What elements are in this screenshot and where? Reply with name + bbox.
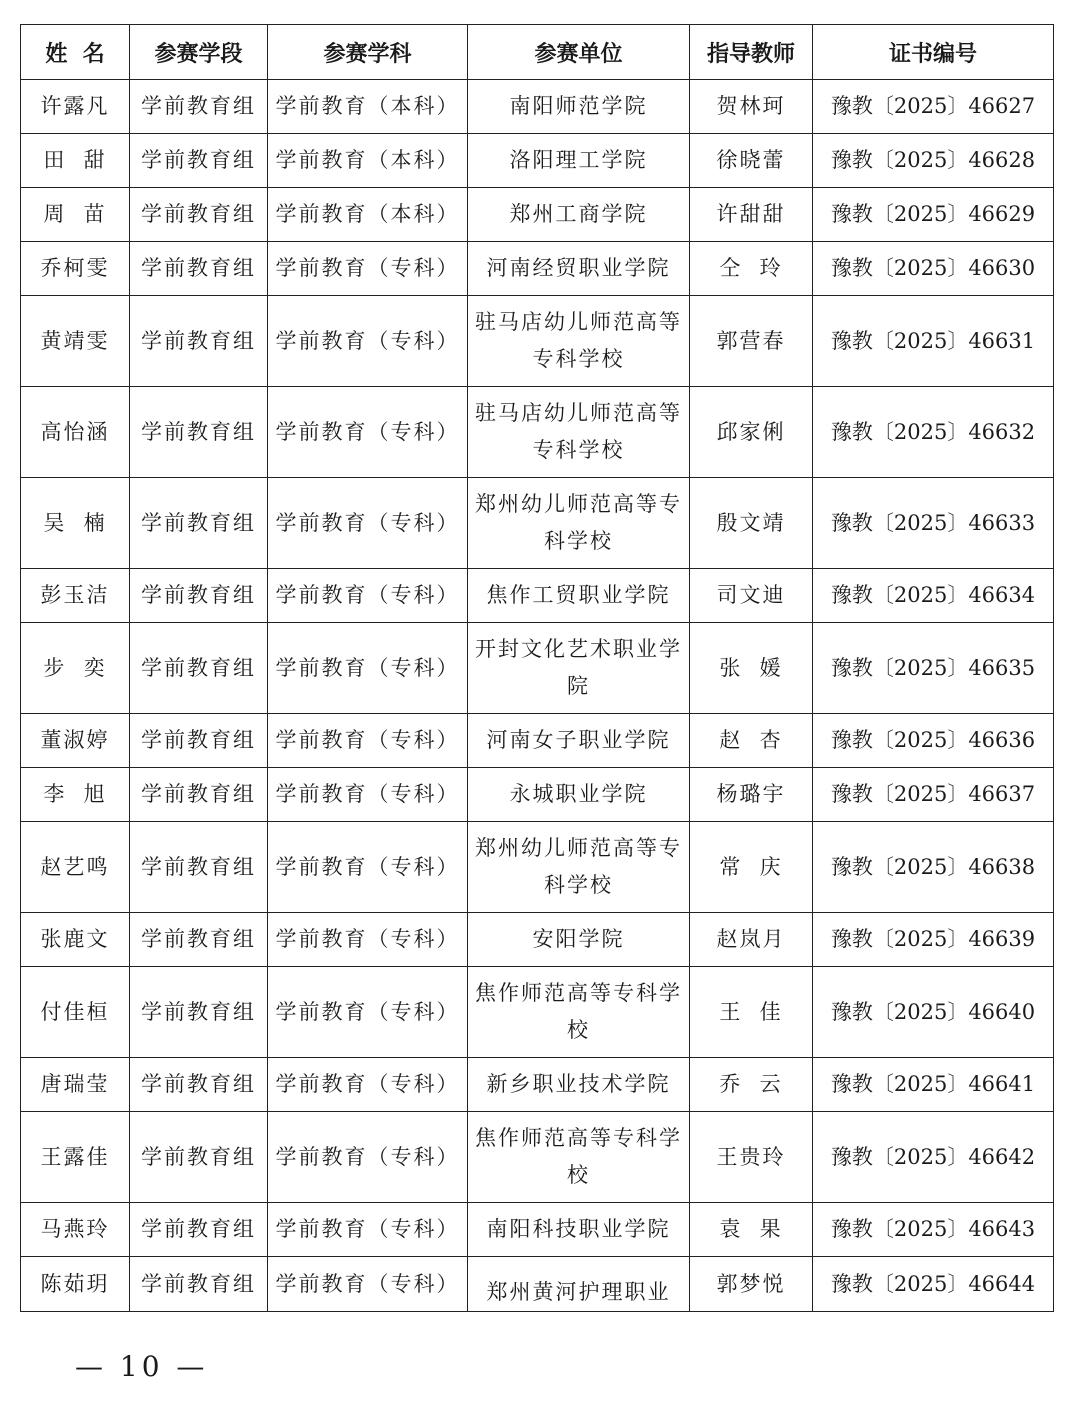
- cell-name: 马燕玲: [21, 1203, 130, 1257]
- cell-subject: 学前教育（本科）: [268, 188, 468, 242]
- cell-teacher: 王 佳: [690, 967, 813, 1058]
- cell-cert-no: 豫教〔2025〕46642: [813, 1112, 1054, 1203]
- table-row: [21, 296, 1054, 387]
- table-row: [21, 80, 1054, 134]
- cell-subject: 学前教育（专科）: [268, 822, 468, 913]
- cell-unit: 驻马店幼儿师范高等专科学校: [468, 387, 690, 478]
- cell-teacher: 赵岚月: [690, 913, 813, 967]
- cell-cert-no: 豫教〔2025〕46631: [813, 296, 1054, 387]
- cell-cert-no: 豫教〔2025〕46644: [813, 1257, 1054, 1312]
- cell-teacher: 邱家俐: [690, 387, 813, 478]
- cell-unit: 新乡职业技术学院: [468, 1058, 690, 1112]
- cell-name: 赵艺鸣: [21, 822, 130, 913]
- cell-teacher: 王贵玲: [690, 1112, 813, 1203]
- cell-name: 许露凡: [21, 80, 130, 134]
- cell-subject: 学前教育（专科）: [268, 1058, 468, 1112]
- cell-cert-no: 豫教〔2025〕46636: [813, 714, 1054, 768]
- cell-teacher: 贺林珂: [690, 80, 813, 134]
- table-row: [21, 967, 1054, 1058]
- cell-stage: 学前教育组: [130, 768, 268, 822]
- table-header-row: [21, 25, 1054, 80]
- cell-subject: 学前教育（专科）: [268, 569, 468, 623]
- cell-unit: 洛阳理工学院: [468, 134, 690, 188]
- cell-stage: 学前教育组: [130, 80, 268, 134]
- table-row: [21, 387, 1054, 478]
- cell-cert-no: 豫教〔2025〕46633: [813, 478, 1054, 569]
- cell-subject: 学前教育（专科）: [268, 714, 468, 768]
- cell-cert-no: 豫教〔2025〕46641: [813, 1058, 1054, 1112]
- cell-subject: 学前教育（专科）: [268, 296, 468, 387]
- cell-stage: 学前教育组: [130, 1112, 268, 1203]
- cell-cert-no: 豫教〔2025〕46628: [813, 134, 1054, 188]
- cell-unit: 郑州黄河护理职业: [468, 1257, 690, 1312]
- cell-cert-no: 豫教〔2025〕46632: [813, 387, 1054, 478]
- cell-name: 陈茹玥: [21, 1257, 130, 1312]
- cell-teacher: 许甜甜: [690, 188, 813, 242]
- cell-teacher: 乔 云: [690, 1058, 813, 1112]
- cell-name: 乔柯雯: [21, 242, 130, 296]
- cell-cert-no: 豫教〔2025〕46643: [813, 1203, 1054, 1257]
- cell-stage: 学前教育组: [130, 134, 268, 188]
- cell-cert-no: 豫教〔2025〕46635: [813, 623, 1054, 714]
- cell-name: 田 甜: [21, 134, 130, 188]
- cell-unit: 南阳科技职业学院: [468, 1203, 690, 1257]
- table-row: [21, 1058, 1054, 1112]
- cell-subject: 学前教育（专科）: [268, 242, 468, 296]
- cell-name: 张鹿文: [21, 913, 130, 967]
- cell-teacher: 郭梦悦: [690, 1257, 813, 1312]
- table-row: [21, 1257, 1054, 1312]
- cell-subject: 学前教育（专科）: [268, 623, 468, 714]
- cell-unit: 永城职业学院: [468, 768, 690, 822]
- cell-stage: 学前教育组: [130, 569, 268, 623]
- cell-unit: 焦作师范高等专科学校: [468, 967, 690, 1058]
- cell-stage: 学前教育组: [130, 242, 268, 296]
- cell-stage: 学前教育组: [130, 188, 268, 242]
- cell-name: 周 苗: [21, 188, 130, 242]
- cell-unit: 郑州幼儿师范高等专科学校: [468, 822, 690, 913]
- cell-name: 董淑婷: [21, 714, 130, 768]
- cell-stage: 学前教育组: [130, 478, 268, 569]
- cell-teacher: 张 媛: [690, 623, 813, 714]
- cell-cert-no: 豫教〔2025〕46639: [813, 913, 1054, 967]
- cell-teacher: 常 庆: [690, 822, 813, 913]
- cell-cert-no: 豫教〔2025〕46637: [813, 768, 1054, 822]
- table-row: [21, 1112, 1054, 1203]
- table-row: [21, 1203, 1054, 1257]
- header-subject: 参赛学科: [268, 25, 468, 80]
- cell-subject: 学前教育（专科）: [268, 913, 468, 967]
- cell-teacher: 殷文靖: [690, 478, 813, 569]
- table-row: [21, 188, 1054, 242]
- header-stage: 参赛学段: [130, 25, 268, 80]
- cell-stage: 学前教育组: [130, 913, 268, 967]
- cell-unit: 安阳学院: [468, 913, 690, 967]
- cell-name: 黄靖雯: [21, 296, 130, 387]
- cell-name: 王露佳: [21, 1112, 130, 1203]
- table-row: [21, 822, 1054, 913]
- cell-teacher: 袁 果: [690, 1203, 813, 1257]
- table-row: [21, 768, 1054, 822]
- cell-name: 彭玉洁: [21, 569, 130, 623]
- header-teacher: 指导教师: [690, 25, 813, 80]
- cell-name: 唐瑞莹: [21, 1058, 130, 1112]
- table-row: [21, 134, 1054, 188]
- cell-unit: 河南经贸职业学院: [468, 242, 690, 296]
- cell-teacher: 杨璐宇: [690, 768, 813, 822]
- cell-name: 步 奕: [21, 623, 130, 714]
- table-row: [21, 478, 1054, 569]
- cell-cert-no: 豫教〔2025〕46638: [813, 822, 1054, 913]
- cell-subject: 学前教育（专科）: [268, 478, 468, 569]
- table-row: [21, 913, 1054, 967]
- header-unit: 参赛单位: [468, 25, 690, 80]
- cell-cert-no: 豫教〔2025〕46630: [813, 242, 1054, 296]
- cell-teacher: 徐晓蕾: [690, 134, 813, 188]
- cell-teacher: 司文迪: [690, 569, 813, 623]
- cell-cert-no: 豫教〔2025〕46629: [813, 188, 1054, 242]
- cell-unit: 河南女子职业学院: [468, 714, 690, 768]
- table-row: [21, 569, 1054, 623]
- table-row: [21, 242, 1054, 296]
- cell-subject: 学前教育（本科）: [268, 80, 468, 134]
- cell-subject: 学前教育（专科）: [268, 1112, 468, 1203]
- page-number: — 10 —: [75, 1350, 209, 1383]
- cell-subject: 学前教育（专科）: [268, 387, 468, 478]
- cell-unit: 郑州幼儿师范高等专科学校: [468, 478, 690, 569]
- cell-stage: 学前教育组: [130, 387, 268, 478]
- cell-cert-no: 豫教〔2025〕46640: [813, 967, 1054, 1058]
- cell-stage: 学前教育组: [130, 623, 268, 714]
- cell-stage: 学前教育组: [130, 714, 268, 768]
- cell-unit: 郑州工商学院: [468, 188, 690, 242]
- cell-unit: 焦作师范高等专科学校: [468, 1112, 690, 1203]
- cell-stage: 学前教育组: [130, 822, 268, 913]
- cell-stage: 学前教育组: [130, 967, 268, 1058]
- table-row: [21, 623, 1054, 714]
- cell-teacher: 赵 杏: [690, 714, 813, 768]
- cell-unit: 开封文化艺术职业学院: [468, 623, 690, 714]
- cell-subject: 学前教育（本科）: [268, 134, 468, 188]
- cell-stage: 学前教育组: [130, 1203, 268, 1257]
- cell-name: 高怡涵: [21, 387, 130, 478]
- cell-cert-no: 豫教〔2025〕46634: [813, 569, 1054, 623]
- cell-teacher: 郭营春: [690, 296, 813, 387]
- cell-name: 付佳桓: [21, 967, 130, 1058]
- certificate-table: [20, 24, 1054, 1312]
- cell-unit: 焦作工贸职业学院: [468, 569, 690, 623]
- cell-unit: 南阳师范学院: [468, 80, 690, 134]
- table-row: [21, 714, 1054, 768]
- cell-subject: 学前教育（专科）: [268, 1203, 468, 1257]
- cell-teacher: 仝 玲: [690, 242, 813, 296]
- cell-name: 吴 楠: [21, 478, 130, 569]
- cell-subject: 学前教育（专科）: [268, 768, 468, 822]
- cell-subject: 学前教育（专科）: [268, 1257, 468, 1312]
- cell-stage: 学前教育组: [130, 296, 268, 387]
- cell-stage: 学前教育组: [130, 1257, 268, 1312]
- cell-subject: 学前教育（专科）: [268, 967, 468, 1058]
- cell-name: 李 旭: [21, 768, 130, 822]
- cell-stage: 学前教育组: [130, 1058, 268, 1112]
- header-name: 姓 名: [21, 25, 130, 80]
- cell-cert-no: 豫教〔2025〕46627: [813, 80, 1054, 134]
- header-cert-no: 证书编号: [813, 25, 1054, 80]
- cell-unit: 驻马店幼儿师范高等专科学校: [468, 296, 690, 387]
